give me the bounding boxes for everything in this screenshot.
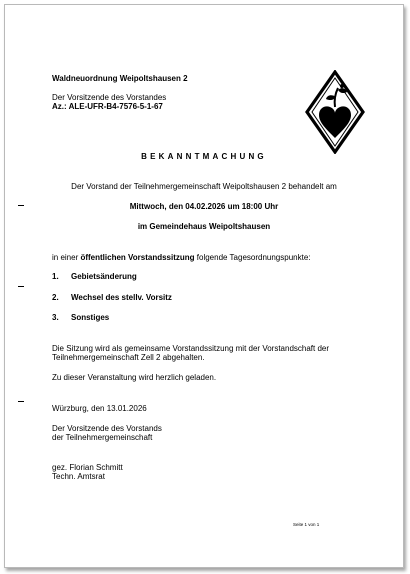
agenda-text: Gebietsänderung xyxy=(71,272,137,281)
heart-diamond-emblem-icon xyxy=(305,70,365,154)
agenda-intro-text: in einer xyxy=(52,253,81,262)
document-title: BEKANNTMACHUNG xyxy=(141,152,267,161)
agenda-intro xyxy=(52,253,311,263)
agenda-number: 2. xyxy=(52,293,59,302)
org-name: Waldneuordnung Weipoltshausen 2 xyxy=(52,74,188,83)
agenda-intro-bold: öffentlichen Vorstandssitzung xyxy=(80,253,195,262)
document-page xyxy=(4,4,404,568)
page-footer: Seite 1 von 1 xyxy=(293,522,320,527)
signature-role-line: Der Vorsitzende des Vorstands xyxy=(52,424,162,433)
agenda-number: 3. xyxy=(52,313,59,322)
invitation-text: Zu dieser Veranstaltung wird herzlich geladen. xyxy=(52,373,217,382)
sender-line: Der Vorsitzende des Vorstandes xyxy=(52,93,167,102)
signer-name: gez. Florian Schmitt xyxy=(52,463,123,472)
hole-punch-mark xyxy=(18,286,24,287)
fold-mark xyxy=(18,205,24,206)
intro-line: Der Vorstand der Teilnehmergemeinschaft Weipoltshausen 2 behandelt am xyxy=(71,182,337,191)
meeting-date-time: Mittwoch, den 04.02.2026 um 18:00 Uhr xyxy=(129,202,279,211)
agenda-number: 1. xyxy=(52,272,59,281)
joint-session-line: Die Sitzung wird als gemeinsame Vorstandssitzung mit der Vorstandschaft der xyxy=(52,344,330,353)
signature-role-line: der Teilnehmergemeinschaft xyxy=(52,433,153,442)
place-date: Würzburg, den 13.01.2026 xyxy=(52,404,147,413)
meeting-location: im Gemeindehaus Weipoltshausen xyxy=(137,222,271,231)
signer-title: Techn. Amtsrat xyxy=(52,472,105,481)
fold-mark xyxy=(18,401,24,402)
agenda-text: Wechsel des stellv. Vorsitz xyxy=(71,293,172,302)
joint-session-line: Teilnehmergemeinschaft Zell 2 abgehalten. xyxy=(52,353,205,362)
agenda-intro-text-end: folgende Tagesordnungspunkte: xyxy=(194,253,311,262)
reference-number: Az.: ALE-UFR-B4-7576-5-1-67 xyxy=(52,102,163,111)
agenda-text: Sonstiges xyxy=(71,313,110,322)
